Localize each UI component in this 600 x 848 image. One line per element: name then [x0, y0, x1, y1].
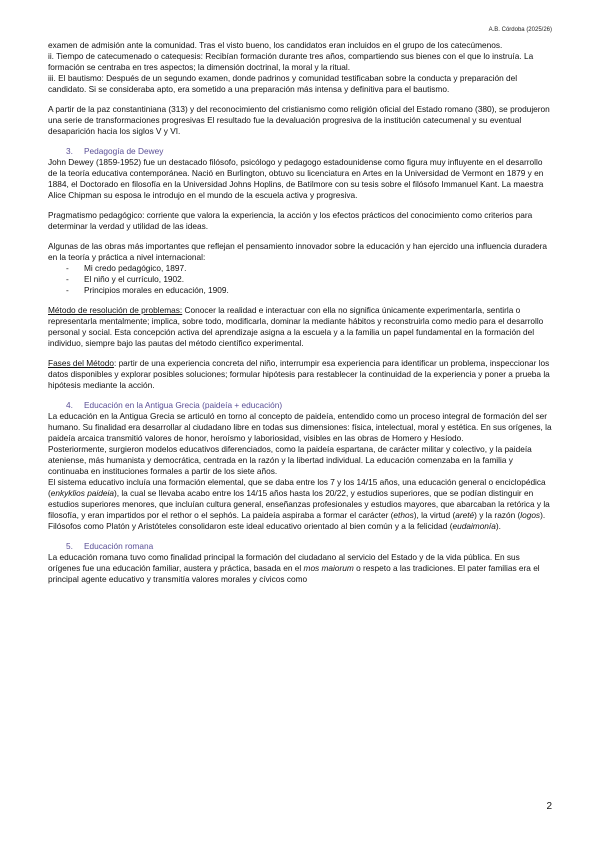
works-list	[48, 263, 552, 296]
intro-paragraph-1: examen de admisión ante la comunidad. Tras el visto bueno, los candidatos eran incluidos en el grupo de los catecúmenos.	[48, 40, 503, 50]
fases-label: Fases del Método	[48, 358, 114, 368]
text-run: ), la virtud (	[413, 510, 456, 520]
roma-paragraph-1	[48, 552, 552, 585]
works-list-item: - Mi credo pedagógico, 1897.	[66, 263, 552, 274]
page-body	[48, 40, 552, 585]
intro-paragraph-4: A partir de la paz constantiniana (313) y del reconocimiento del cristianismo como religión oficial del Estado romano (380), se produjeron una serie de transformaciones progresivas El resultado fue la devaluación progresiva de la institución catecumenal y su eventual desaparición hacia los siglos V y VI.	[48, 104, 550, 136]
fases-paragraph	[48, 358, 552, 391]
grecia-paragraph-3	[48, 477, 552, 532]
section-5-number: 5.	[66, 541, 73, 551]
section-4-heading	[48, 400, 552, 411]
italic-term: eudaimonía	[452, 521, 496, 531]
text-run: ).	[495, 521, 501, 531]
page-number: 2	[546, 801, 552, 812]
metodo-paragraph	[48, 305, 552, 349]
italic-term: areté	[455, 510, 475, 520]
section-3-heading	[48, 146, 552, 157]
section-3-title: Pedagogía de Dewey	[84, 146, 164, 156]
dewey-bio-paragraph: John Dewey (1859-1952) fue un destacado filósofo, psicólogo y pedagogo estadounidense como figura muy influyente en el desarrollo de la teoría educativa contemporánea. Nació en Burlington, obtuvo su licenciatura en Artes en la Universidad de Vermont en 1879 y en 1884, el Doctorado en filosofía en la Universidad Johns Hoplins, de Batilmore con su tesis sobre el filósofo Immanuel Kant. La maestra Alice Chipman su esposa le introdujo en el mundo de la escuela activa y progresiva.	[48, 157, 544, 200]
text-run: La educación romana tuvo como finalidad principal la formación del ciudadano al servicio del Estado y de la vida pública. En sus orígenes fue una educación familiar, austera y práctica, basada en el	[48, 552, 520, 573]
text-run: ). Filósofos como Platón y Aristóteles consolidaron este ideal educativo orientado al bien común y a la felicidad (	[48, 510, 546, 531]
pragmatismo-paragraph: Pragmatismo pedagógico: corriente que valora la experiencia, la acción y los efectos prácticos del conocimiento como criterios para determinar la verdad y utilidad de las ideas.	[48, 210, 533, 231]
fases-text: : partir de una experiencia concreta del niño, interrumpir esa experiencia para identificar un problema, inspeccionar los datos disponibles y explorar posibles soluciones; formular hipótesis para restablecer la continuidad de la experiencia y poner a prueba la hipótesis mediante la acción.	[48, 358, 550, 390]
page-header-author: A.B. Córdoba (2025/26)	[488, 27, 552, 33]
grecia-paragraph-2: Posteriormente, surgieron modelos educativos diferenciados, como la paideía espartana, de carácter militar y colectivo, y la paideía ateniense, más humanista y democrática, centrada en la razón y la libertad individual. La educación comenzaba en la familia y continuaba en instituciones formales a partir de los siete años.	[48, 444, 532, 476]
text-run: o respeto a las tradiciones. El pater familias era el principal agente educativo y transmitía valores morales y cívicos como	[48, 563, 540, 584]
intro-paragraph-2: ii. Tiempo de catecumenado o catequesis: Recibían formación durante tres años, compartiendo sus bienes con el que lo instruía. La formación se centraba en tres aspectos; la dimensión doctrinal, la moral y la ritual.	[48, 51, 534, 72]
text-run: ), la cual se llevaba acabo entre los 14/15 años hasta los 20/22, y estudios superiores, que se podían distinguir en estudios superiores menores, que incluían cultura general, enseñanzas profesionales y estudios mayores, que abarcaban la retórica y la filosofía, y eran impartidos por el rethor o el sephós. La paideía aspiraba a formar el carácter (	[48, 488, 550, 520]
section-5-heading	[48, 541, 552, 552]
metodo-text: Conocer la realidad e interactuar con ella no significa únicamente experimentarla, sentirla o representarla mentalmente; implica, sobre todo, modificarla, dominar la mediante hábitos y reconstruirla como medio para el desarrollo personal y social. Esta concepción activa del aprendizaje asigna a la escuela y a la familia un papel fundamental en la formación del individuo, siempre bajo las pautas del método científico experimental.	[48, 305, 544, 348]
works-list-item: - Principios morales en educación, 1909.	[66, 285, 552, 296]
italic-term: mos maiorum	[303, 563, 354, 573]
text-run: El sistema educativo incluía una formación elemental, que se daba entre los 7 y los 14/15 años, una educación general o enciclopédica (	[48, 477, 546, 498]
intro-paragraph-3: iii. El bautismo: Después de un segundo examen, donde padrinos y comunidad testificaban sobre la conducta y preparación del candidato. Si se consideraba apto, era sometido a una preparación más intensa y definitiva para el bautismo.	[48, 73, 518, 94]
italic-term: ethos	[393, 510, 414, 520]
section-4-number: 4.	[66, 400, 73, 410]
works-intro-paragraph: Algunas de las obras más importantes que reflejan el pensamiento innovador sobre la educación y han ejercido una influencia duradera en la teoría y práctica a nivel internacional:	[48, 241, 548, 262]
italic-term: enkyklios paideia	[50, 488, 114, 498]
section-3-number: 3.	[66, 146, 73, 156]
grecia-paragraph-1: La educación en la Antigua Grecia se articuló en torno al concepto de paideía, entendido como un proceso integral de formación del ser humano. Su finalidad era desarrollar al ciudadano libre en todas sus dimensiones: física, intelectual, moral y estética. En sus orígenes, la paideía arcaica transmitió valores de honor, heroísmo y laboriosidad, visibles en las obras de Homero y Hesíodo.	[48, 411, 552, 443]
works-list-item: - El niño y el currículo, 1902.	[66, 274, 552, 285]
text-run: ) y la razón (	[474, 510, 521, 520]
metodo-label: Método de resolución de problemas:	[48, 305, 183, 315]
section-4-title: Educación en la Antigua Grecia (paideía + educación)	[84, 400, 283, 410]
section-5-title: Educación romana	[84, 541, 154, 551]
italic-term: logos	[520, 510, 541, 520]
